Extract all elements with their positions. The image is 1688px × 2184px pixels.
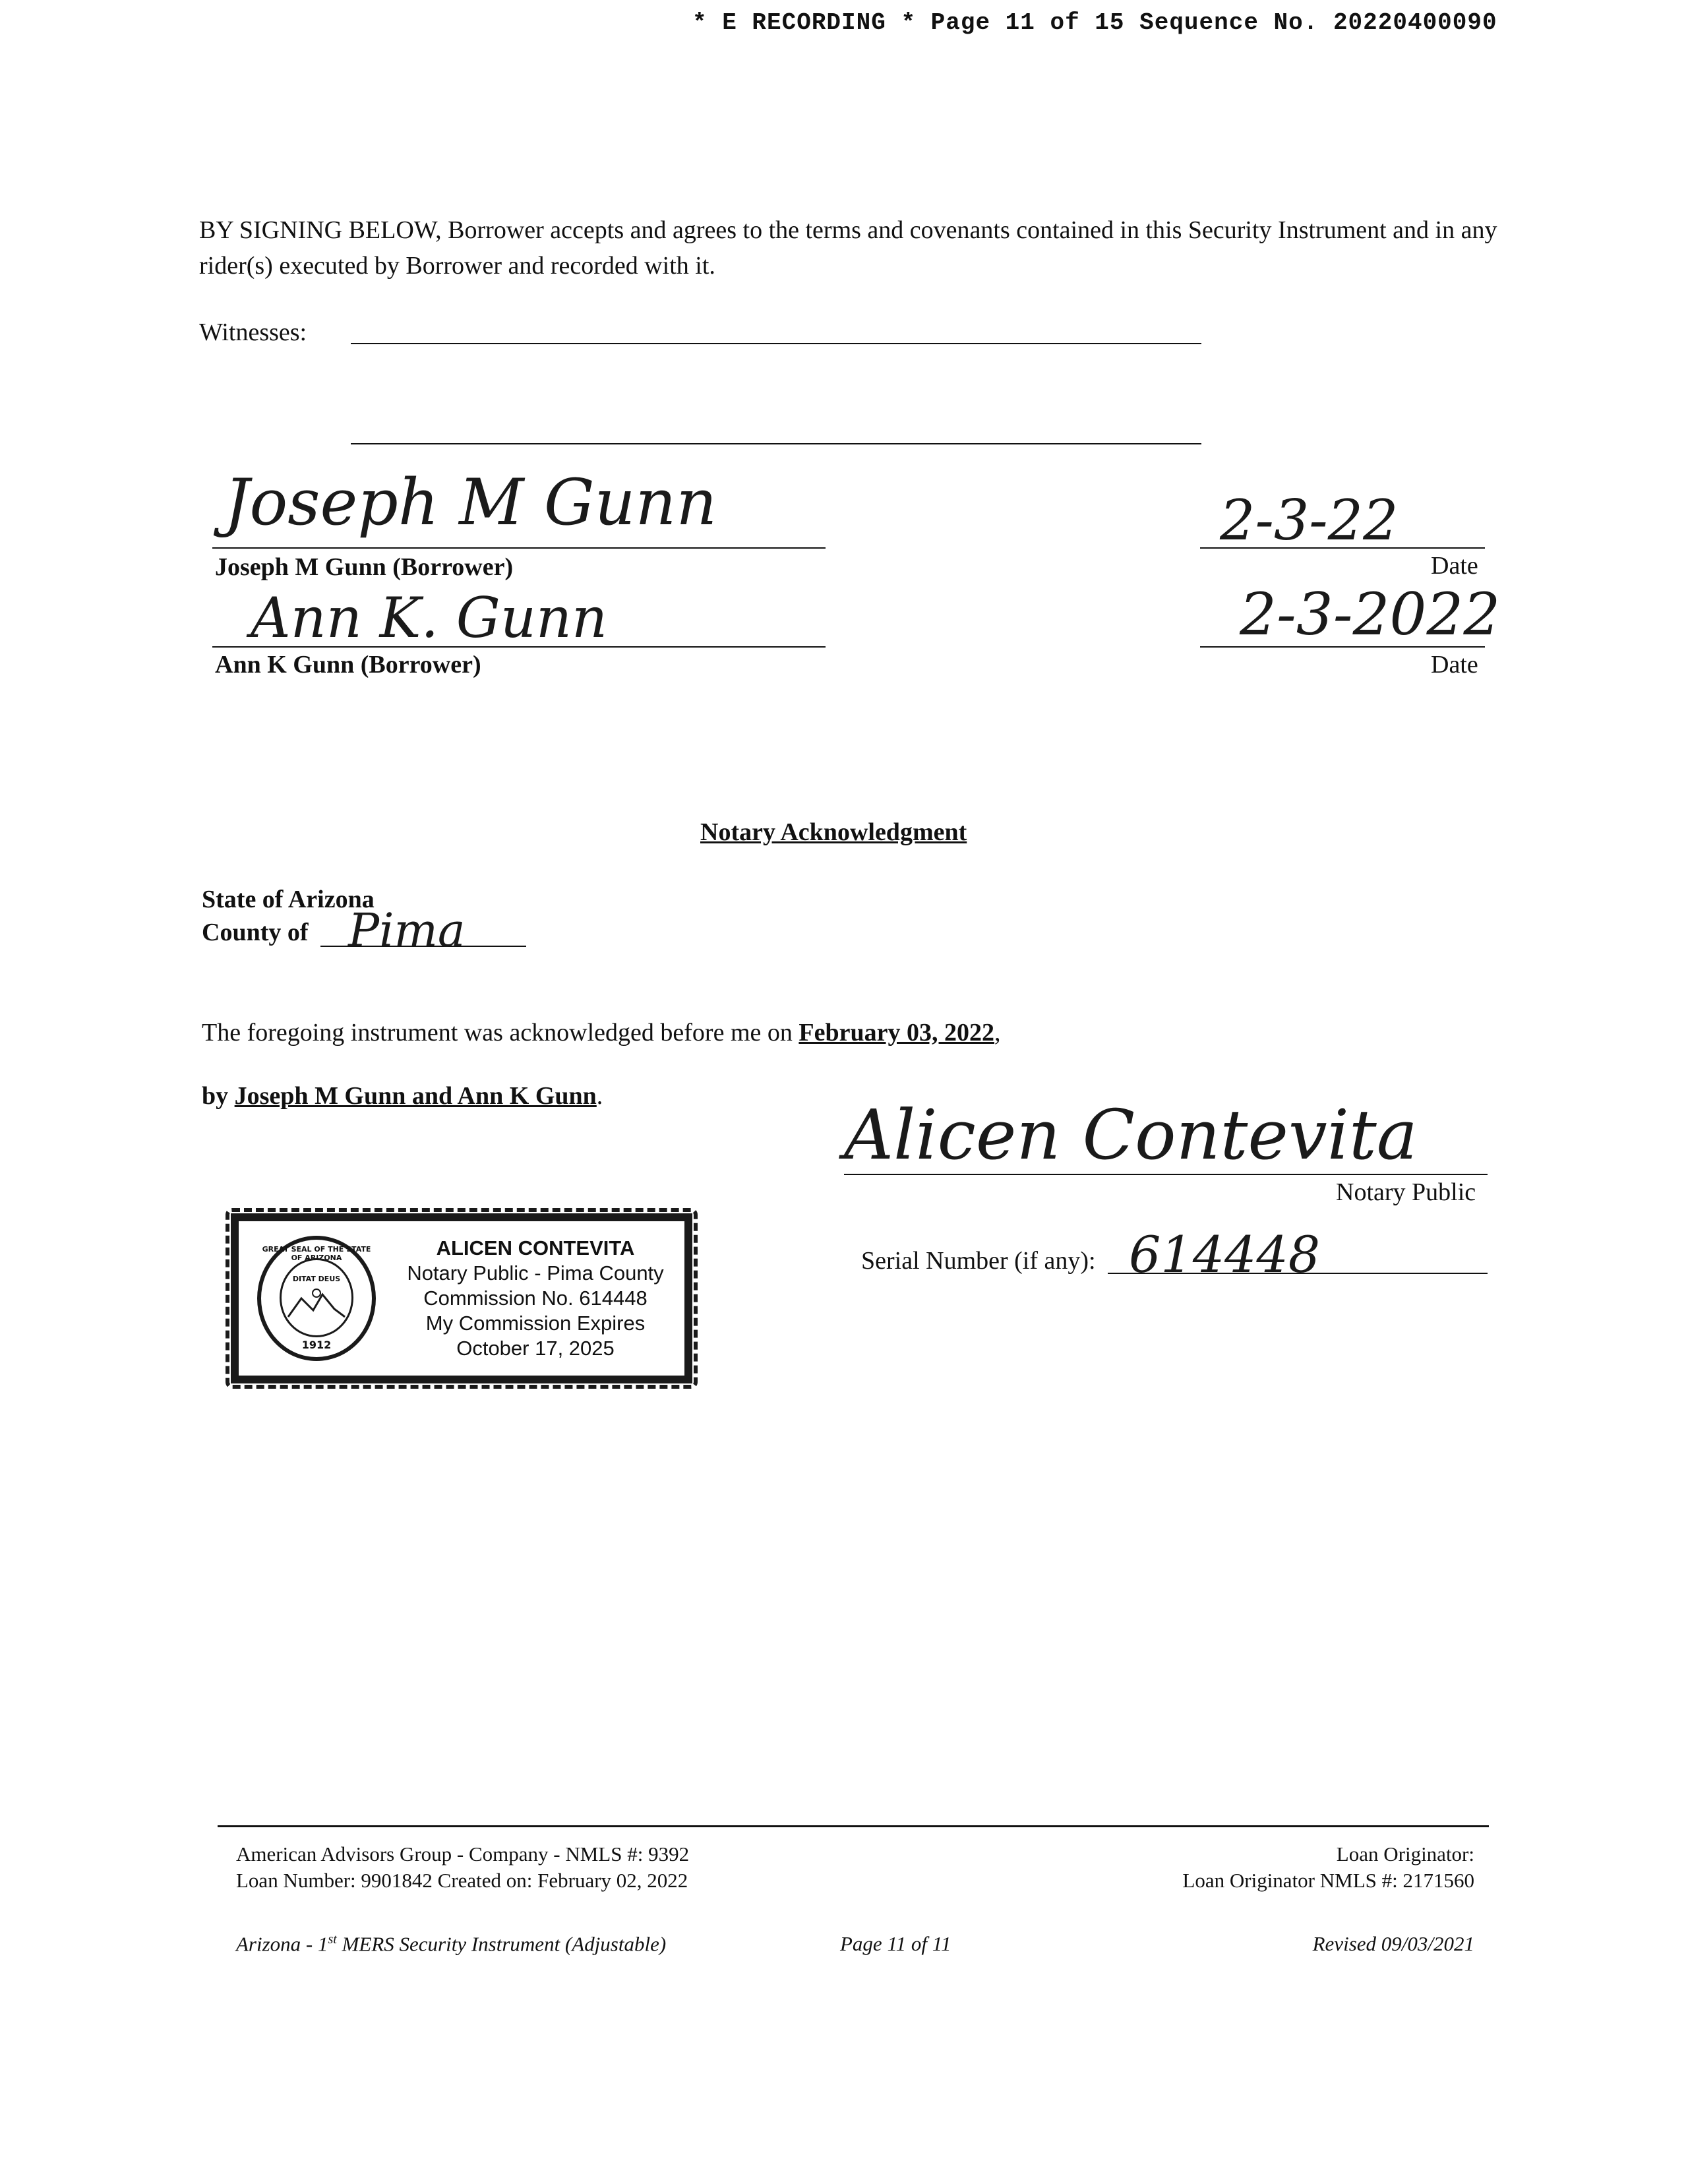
acknowledged-by	[202, 1081, 603, 1110]
notary-public-label: Notary Public	[1336, 1178, 1476, 1206]
by-suffix: .	[596, 1082, 603, 1110]
borrower-2-signature: Ann K. Gunn	[251, 586, 608, 650]
state-line: State of Arizona	[202, 886, 375, 913]
seal-mountain-icon	[282, 1284, 351, 1330]
recording-header: * E RECORDING * Page 11 of 15 Sequence No. 20220400090	[692, 9, 1497, 36]
borrower-1-date-handwritten: 2-3-22	[1220, 488, 1399, 553]
by-names: Joseph M Gunn and Ann K Gunn	[234, 1082, 597, 1110]
footer-originator: Loan Originator:	[1336, 1842, 1474, 1866]
signing-statement: BY SIGNING BELOW, Borrower accepts and agrees to the terms and covenants contained in this Security Instrument and in any rider(s) executed by Borrower and recorded with it.	[199, 216, 1497, 280]
footer-rule	[218, 1825, 1489, 1827]
stamp-line-3: Commission No. 614448	[423, 1287, 648, 1310]
serial-handwritten: 614448	[1129, 1225, 1321, 1284]
footer-form-title	[236, 1932, 666, 1956]
form-title-sup: st	[328, 1932, 337, 1947]
borrower-2-date-line	[1200, 646, 1485, 648]
borrower-2-date-handwritten: 2-3-2022	[1240, 580, 1501, 648]
footer-company: American Advisors Group - Company - NMLS #: 9392	[236, 1842, 690, 1866]
acknowledgment-statement	[202, 1018, 1000, 1047]
borrower-1-signature-line	[212, 547, 826, 549]
borrower-2-name: Ann K Gunn (Borrower)	[215, 651, 481, 679]
stamp-name: ALICEN CONTEVITA	[436, 1236, 635, 1259]
notary-title: Notary Acknowledgment	[700, 818, 967, 846]
seal-inner-ring	[280, 1258, 353, 1337]
notary-signature: Alicen Contevita	[844, 1095, 1418, 1175]
witness-line-2	[351, 443, 1201, 444]
notary-signature-line	[844, 1174, 1488, 1175]
borrower-1-name: Joseph M Gunn (Borrower)	[215, 553, 514, 581]
stamp-text-block	[384, 1236, 687, 1361]
seal-ring-text: GREAT SEAL OF THE STATE OF ARIZONA	[262, 1245, 371, 1262]
borrower-1-date-label: Date	[1431, 552, 1478, 580]
borrower-2-signature-line	[212, 646, 826, 648]
by-label: by	[202, 1082, 229, 1110]
borrower-2-date-label: Date	[1431, 651, 1478, 679]
seal-year: 1912	[301, 1339, 332, 1351]
stamp-line-5: October 17, 2025	[456, 1337, 615, 1360]
borrower-1-date-line	[1200, 547, 1485, 549]
footer-revised: Revised 09/03/2021	[1312, 1932, 1474, 1955]
stamp-line-4: My Commission Expires	[425, 1312, 646, 1335]
footer-originator-nmls: Loan Originator NMLS #: 2171560	[1182, 1869, 1474, 1892]
ack-text: The foregoing instrument was acknowledged before me on	[202, 1019, 793, 1046]
witnesses-label: Witnesses:	[199, 318, 307, 346]
serial-label: Serial Number (if any):	[861, 1247, 1096, 1275]
form-title-pre: Arizona - 1	[236, 1932, 328, 1956]
form-title-post: MERS Security Instrument (Adjustable)	[336, 1932, 667, 1956]
footer-loan-number: Loan Number: 9901842 Created on: February 02, 2022	[236, 1869, 688, 1892]
footer-page: Page 11 of 11	[840, 1932, 951, 1955]
county-handwritten: Pima	[348, 903, 466, 957]
notary-stamp	[231, 1213, 692, 1383]
borrower-1-signature: Joseph M Gunn	[224, 466, 717, 539]
ack-date-suffix: ,	[994, 1019, 1001, 1046]
arizona-seal-icon	[257, 1236, 376, 1361]
county-label: County of	[202, 919, 309, 946]
stamp-line-2: Notary Public - Pima County	[407, 1261, 664, 1285]
witness-line-1	[351, 343, 1201, 344]
ack-date: February 03, 2022	[799, 1019, 994, 1046]
seal-motto: DITAT DEUS	[292, 1275, 341, 1283]
